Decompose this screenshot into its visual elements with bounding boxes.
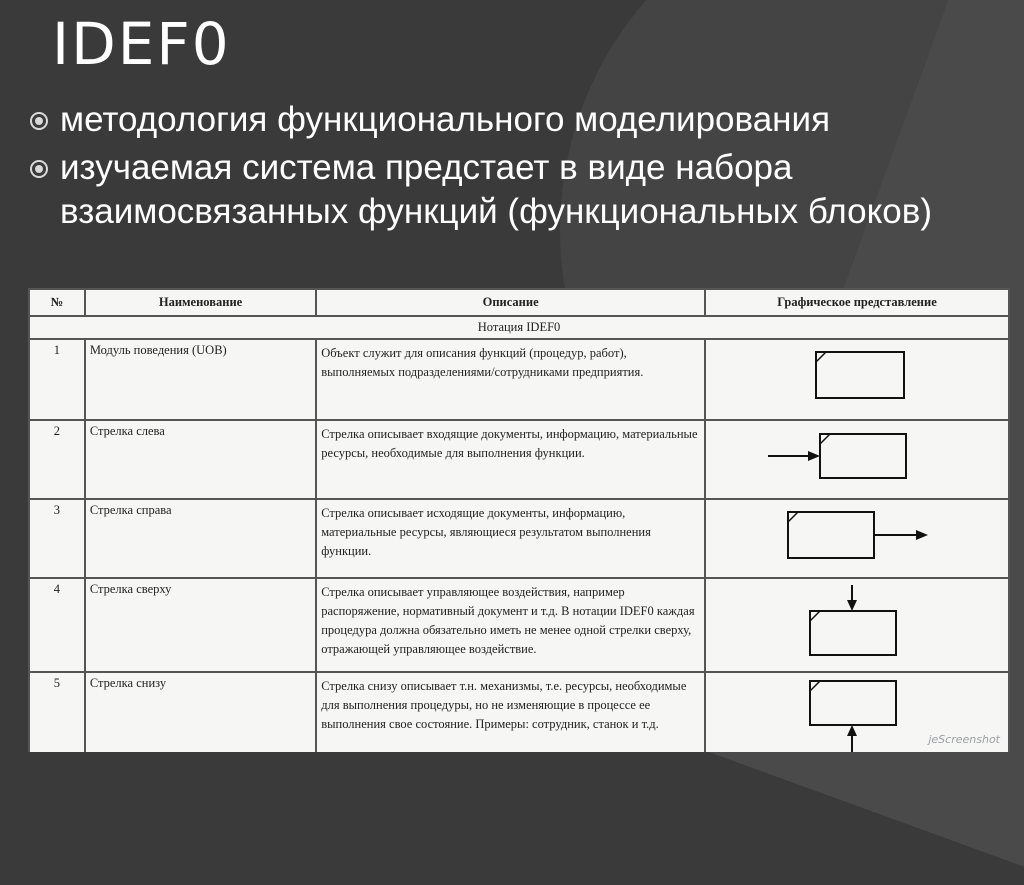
table-header-row — [29, 289, 1009, 316]
row-description: Объект служит для описания функций (процедур, работ), выполняемых подразделениями/сотрудниками предприятия. — [316, 339, 705, 420]
row-number: 5 — [29, 672, 85, 752]
row-description: Стрелка снизу описывает т.н. механизмы, т.е. ресурсы, необходимые для выполнения процедуры, но не изменяющие в процессе ее выполнения свое состояние. Примеры: сотрудник, станок и т.д. — [316, 672, 705, 752]
notation-label: Нотация IDEF0 — [29, 316, 1009, 339]
row-number: 2 — [29, 420, 85, 499]
table-row — [29, 672, 1009, 752]
watermark: jeScreenshot — [928, 733, 1000, 746]
table-row — [29, 420, 1009, 499]
table-row — [29, 339, 1009, 420]
column-header-number: № — [29, 289, 85, 316]
row-number: 3 — [29, 499, 85, 578]
row-number: 4 — [29, 578, 85, 672]
row-description: Стрелка описывает исходящие документы, информацию, материальные ресурсы, являющиеся результатом выполнения функции. — [316, 499, 705, 578]
bullet-item — [28, 98, 1018, 142]
column-header-description: Описание — [316, 289, 705, 316]
bullet-icon — [30, 160, 48, 178]
bullet-text: изучаемая система предстает в виде набора взаимосвязанных функций (функциональных блоков) — [60, 148, 933, 231]
arrow-top-graphic — [705, 578, 1009, 672]
notation-row — [29, 316, 1009, 339]
row-description: Стрелка описывает входящие документы, информацию, материальные ресурсы, необходимые для выполнения функции. — [316, 420, 705, 499]
idef0-table — [28, 288, 1010, 752]
table-row — [29, 578, 1009, 672]
idef0-table-image — [28, 288, 1010, 752]
bullet-list — [28, 98, 1018, 238]
row-name: Стрелка сверху — [85, 578, 316, 672]
column-header-name: Наименование — [85, 289, 316, 316]
row-name: Стрелка справа — [85, 499, 316, 578]
slide-title: IDEF0 — [52, 10, 231, 78]
table-row — [29, 499, 1009, 578]
row-name: Стрелка снизу — [85, 672, 316, 752]
bullet-icon — [30, 112, 48, 130]
row-description: Стрелка описывает управляющее воздействия, например распоряжение, нормативный документ и т.д. В нотации IDEF0 каждая процедура должна обязательно иметь не менее одной стрелки сверху, отражающей управляющее воздействие. — [316, 578, 705, 672]
bullet-item — [28, 146, 1018, 234]
uob-box-graphic — [705, 339, 1009, 420]
row-number: 1 — [29, 339, 85, 420]
arrow-left-graphic — [705, 420, 1009, 499]
column-header-graphic: Графическое представление — [705, 289, 1009, 316]
bullet-text: методология функционального моделирования — [60, 100, 831, 139]
row-name: Модуль поведения (UOB) — [85, 339, 316, 420]
arrow-right-graphic — [705, 499, 1009, 578]
row-name: Стрелка слева — [85, 420, 316, 499]
